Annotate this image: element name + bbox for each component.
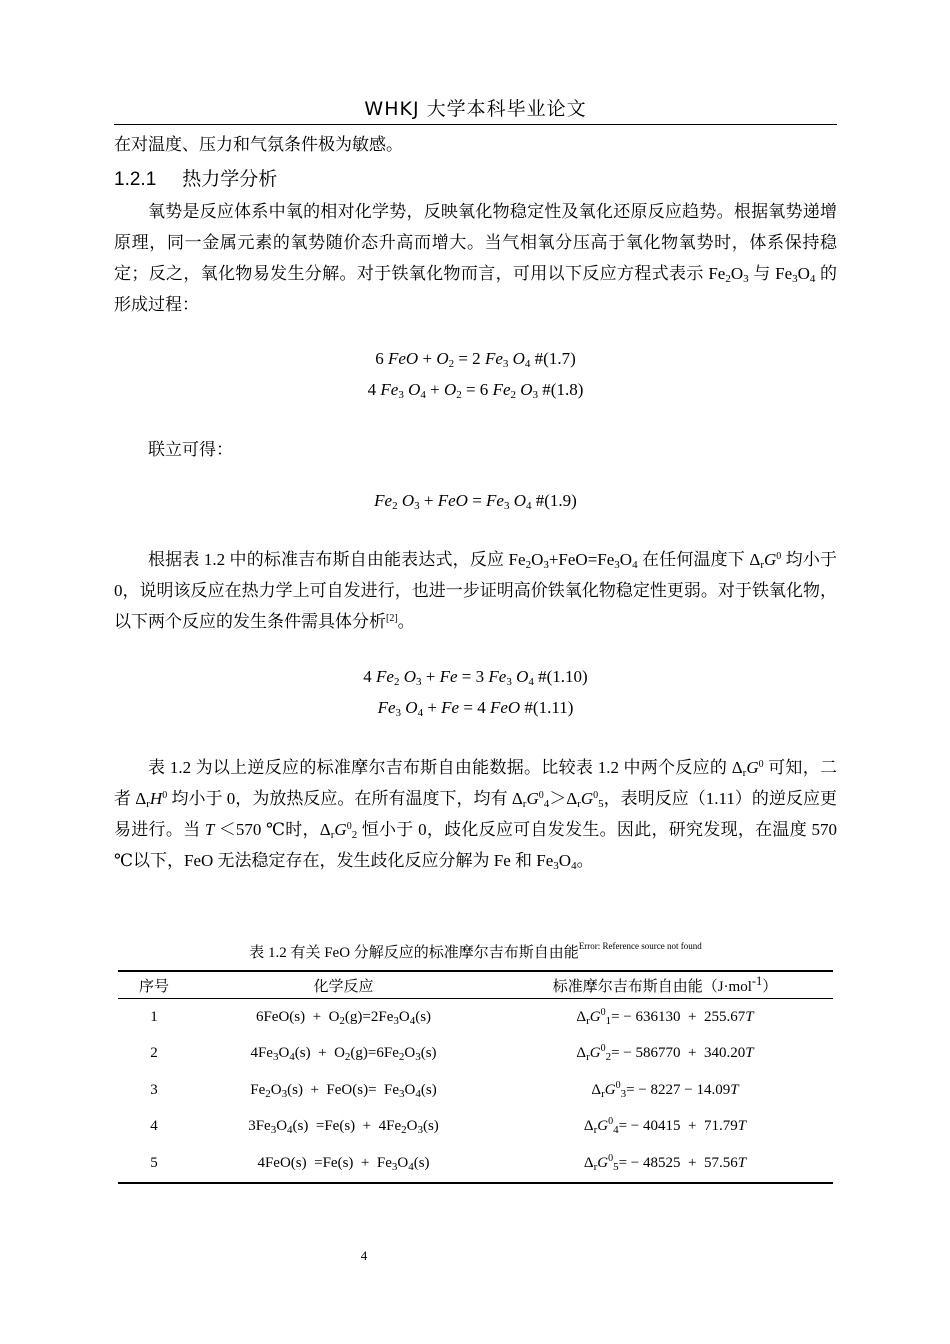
- row-reaction: $6FeO(s) + O_2(g)=2Fe_3O_4(s)$: [255, 1008, 432, 1027]
- header-no: 序号: [118, 971, 190, 999]
- row-no: 1: [150, 1008, 158, 1025]
- table-row: [118, 1072, 833, 1109]
- equation-1-9: $Fe_2$ $O_3$ + FeO = $Fe_3$ $O_4$ #(1.9): [374, 491, 577, 512]
- row-energy: $\Delta_rG^0_4= - 40415 + 71.79T$: [583, 1116, 747, 1137]
- page-number: 4: [360, 1248, 368, 1263]
- table-row: [118, 1109, 833, 1146]
- equation-1-8: 4 $Fe_3$ $O_4 + O_2 = 6$ $Fe_2$ $O_3$ #(1.8): [367, 380, 584, 401]
- para1-text-a: 氧势是反应体系中氧的相对化学势，反映氧化物稳定性及氧化还原反应趋势。根据氧势递增原理，同一金属元素的氧势随价态升高而增大。当气相氧分压高于氧化物氧势时，体系保持稳定；反之，氧化物易发生分解。对于铁氧化物而言，可用以下反应方程式表示: [114, 202, 837, 283]
- header-energy: 标准摩尔吉布斯自由能（J·mol$^{-1}$）: [497, 971, 833, 999]
- row-reaction: $4FeO(s) =Fe(s) + Fe_3O_4(s)$: [257, 1154, 430, 1173]
- row-reaction: $3Fe_3O_4(s) =Fe(s) + 4Fe_2O_3(s)$: [248, 1118, 439, 1137]
- citation: [2]: [386, 613, 398, 624]
- table-row: [118, 1145, 833, 1183]
- formula-fe3o4: $Fe_3O_4$: [775, 264, 816, 285]
- row-reaction: $Fe_2O_3(s) + FeO(s)= Fe_3O_4(s)$: [250, 1081, 437, 1100]
- gibbs-energy-table: [118, 970, 833, 1184]
- table-caption-text: 表 1.2 有关 FeO 分解反应的标准摩尔吉布斯自由能: [249, 945, 579, 961]
- row-reaction: $4Fe_3O_4(s) + O_2(g)=6Fe_2O_3(s)$: [250, 1045, 437, 1064]
- header-reaction: 化学反应: [190, 971, 497, 999]
- table-row: [118, 1036, 833, 1073]
- section-heading: [114, 164, 277, 191]
- para1-text-b: 的形成过程：: [114, 264, 838, 314]
- table-caption: [114, 941, 837, 962]
- paragraph-3: 表 1.2 为以上逆反应的标准摩尔吉布斯自由能数据。比较表 1.2 中两个反应的 $\Delta_rG^0$ 可知，二者 $\Delta_rH^0$ 均小于 0，为放热反应。在所有温度下，均有 $\Delta_rG^0_4>\Delta_rG^0_5$，表明反应（1.11）的逆反应更易进行。当 T ＜570 ℃时，$\Delta_rG^0_2$ 恒小于 0，歧化反应可自发发生。因此，研究发现，在温度 570 ℃以下，FeO 无法稳定存在，发生歧化反应分解为 Fe 和 $Fe_3O_4$。: [114, 758, 838, 872]
- row-no: 3: [150, 1081, 158, 1098]
- equation-1-11: $Fe_3$ $O_4 + Fe = 4$ FeO #(1.11): [377, 698, 574, 719]
- section-number: 1.2.1: [114, 169, 157, 190]
- section-title: 热力学分析: [182, 168, 278, 190]
- formula-fe2o3: $Fe_2O_3$: [708, 264, 749, 285]
- row-no: 4: [150, 1118, 158, 1135]
- row-energy: $\Delta_rG^0_2= - 586770 + 340.20T$: [576, 1043, 754, 1064]
- page-header: WHKJ 大学本科毕业论文: [114, 94, 837, 125]
- lianli-text: 联立可得：: [148, 440, 233, 459]
- row-energy: $\Delta_rG^0_3= - 8227 - 14.09T$: [591, 1079, 739, 1100]
- row-no: 2: [150, 1045, 158, 1062]
- equation-1-7: 6 FeO + $O_2 = 2$ $Fe_3$ $O_4$ #(1.7): [375, 349, 576, 370]
- row-no: 5: [150, 1154, 158, 1171]
- row-energy: $\Delta_rG^0_5= - 48525 + 57.56T$: [583, 1152, 747, 1173]
- equation-1-10: 4 $Fe_2$ $O_3 + Fe = 3$ $Fe_3$ $O_4$ #(1.10): [363, 667, 588, 688]
- paragraph-2: 根据表 1.2 中的标准吉布斯自由能表达式，反应 $Fe_2O_3+FeO=Fe_3O_4$ 在任何温度下 $\Delta_rG^0$ 均小于 0，说明该反应在热力学上可自发进行，也进一步证明高价铁氧化物稳定性更弱。对于铁氧化物，以下两个反应的发生条件需具体分析[2]。: [114, 550, 838, 631]
- table-header-row: [118, 971, 833, 999]
- caption-reference-error: Error: Reference source not found: [578, 941, 702, 951]
- intro-tail: 在对温度、压力和气氛条件极为敏感。: [114, 135, 403, 154]
- para1-mid: 与: [748, 264, 776, 283]
- paragraph-1: [114, 196, 837, 320]
- row-energy: $\Delta_rG^0_1= - 636130 + 255.67T$: [576, 1006, 754, 1027]
- table-row: [118, 999, 833, 1036]
